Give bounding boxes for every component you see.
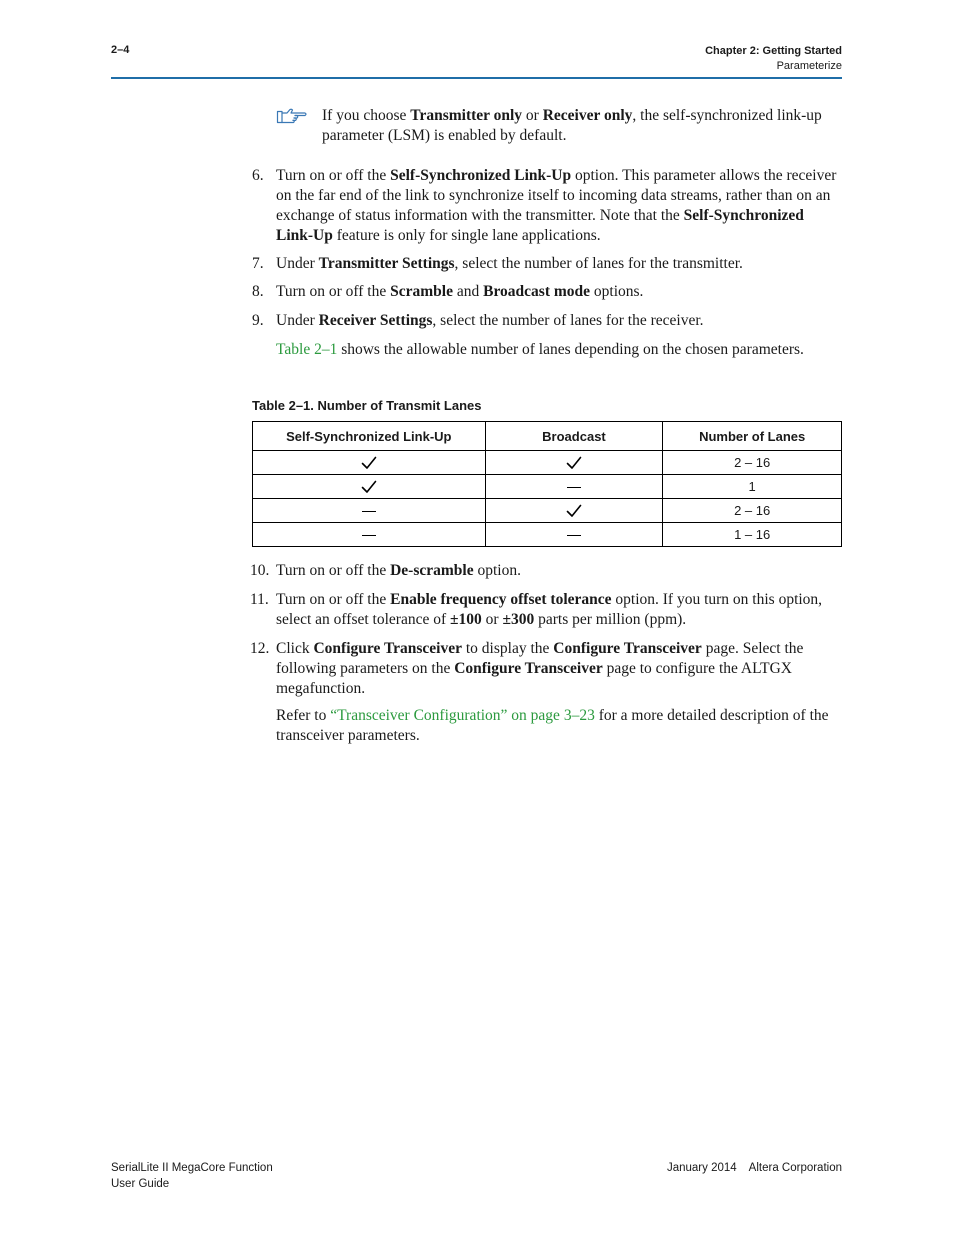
table-header-row bbox=[253, 422, 842, 451]
checkmark-icon bbox=[361, 456, 377, 470]
page-number: 2–4 bbox=[111, 44, 130, 56]
table-row bbox=[253, 523, 842, 547]
cell-broadcast bbox=[485, 475, 663, 499]
checkmark-icon bbox=[566, 504, 582, 518]
table-row bbox=[253, 499, 842, 523]
cell-broadcast bbox=[485, 451, 663, 475]
header-rule bbox=[111, 77, 842, 79]
cell-broadcast bbox=[485, 499, 663, 523]
column-header: Broadcast bbox=[485, 422, 663, 451]
cell-lanes: 1 – 16 bbox=[663, 523, 842, 547]
dash-icon bbox=[362, 511, 376, 512]
table-caption: Table 2–1. Number of Transmit Lanes bbox=[252, 398, 482, 413]
dash-icon bbox=[567, 535, 581, 536]
pointing-hand-icon bbox=[276, 108, 308, 126]
cell-lsm bbox=[253, 523, 486, 547]
checkmark-icon bbox=[361, 480, 377, 494]
running-header bbox=[705, 44, 842, 74]
table-row bbox=[253, 475, 842, 499]
company-name: Altera Corporation bbox=[748, 1162, 842, 1174]
checkmark-icon bbox=[566, 456, 582, 470]
cell-lsm bbox=[253, 499, 486, 523]
footer-right bbox=[667, 1160, 842, 1176]
document-type: User Guide bbox=[111, 1178, 170, 1190]
footer-left bbox=[111, 1160, 273, 1192]
lanes-table bbox=[252, 421, 842, 547]
column-header: Number of Lanes bbox=[663, 422, 842, 451]
cell-lanes: 1 bbox=[663, 475, 842, 499]
step-11: 11. Turn on or off the Enable frequency offset tolerance option. If you turn on this option, select an offset tolerance of ±100 or ±300 parts per million (ppm). bbox=[250, 591, 823, 628]
step-9-paragraph: Table 2–1 shows the allowable number of lanes depending on the chosen parameters. bbox=[276, 341, 804, 358]
column-header: Self-Synchronized Link-Up bbox=[253, 422, 486, 451]
note-text: If you choose Transmitter only or Receiver only, the self-synchronized link-up parameter (LSM) is enabled by default. bbox=[322, 107, 822, 144]
cell-broadcast bbox=[485, 523, 663, 547]
publication-date: January 2014 bbox=[666, 1162, 737, 1174]
table-link[interactable]: Table 2–1 bbox=[276, 341, 338, 358]
dash-icon bbox=[362, 535, 376, 536]
table-row bbox=[253, 451, 842, 475]
step-12-paragraph: Refer to “Transceiver Configuration” on page 3–23 for a more detailed description of the transceiver parameters. bbox=[276, 707, 829, 744]
cell-lsm bbox=[253, 475, 486, 499]
product-name: SerialLite II MegaCore Function bbox=[111, 1162, 273, 1174]
cell-lsm bbox=[253, 451, 486, 475]
cell-lanes: 2 – 16 bbox=[663, 451, 842, 475]
transceiver-config-link[interactable]: “Transceiver Configuration” on page 3–23 bbox=[330, 707, 595, 724]
section-title: Parameterize bbox=[776, 60, 842, 72]
step-12: 12. Click Configure Transceiver to display the Configure Transceiver page. Select the following parameters on the Configure Transceiver page to configure the ALTGX megafunction. bbox=[250, 640, 804, 697]
dash-icon bbox=[567, 487, 581, 488]
step-10: 10. Turn on or off the De-scramble option. bbox=[250, 562, 521, 579]
chapter-title: Chapter 2: Getting Started bbox=[705, 45, 842, 57]
step-7: 7. Under Transmitter Settings, select the number of lanes for the transmitter. bbox=[252, 255, 743, 272]
step-8: 8. Turn on or off the Scramble and Broadcast mode options. bbox=[252, 283, 644, 300]
cell-lanes: 2 – 16 bbox=[663, 499, 842, 523]
step-9: 9. Under Receiver Settings, select the number of lanes for the receiver. bbox=[252, 312, 704, 329]
step-6: 6. Turn on or off the Self-Synchronized Link-Up option. This parameter allows the receiver on the far end of the link to synchronize itself to incoming data streams, rather than on an exchange of status information with the transmitter. Note that the Self-Synchronized Link-Up feature is only for single lane applications. bbox=[252, 167, 837, 244]
